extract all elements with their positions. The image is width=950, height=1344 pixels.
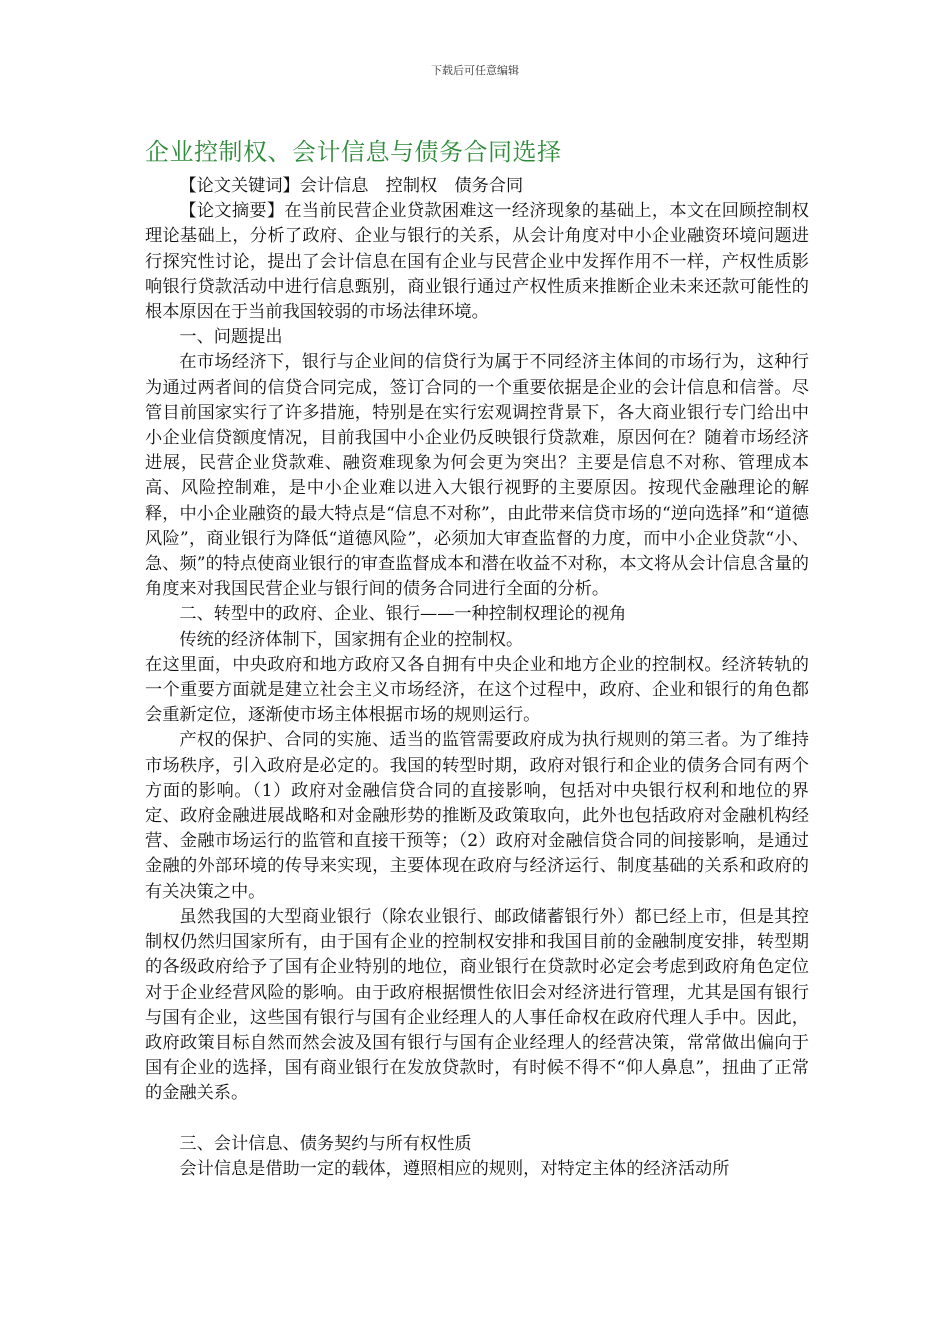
paragraph-spacer [145,1107,809,1132]
section-2-paragraph: 传统的经济体制下，国家拥有企业的控制权。 [179,629,524,650]
section-2-heading: 二、转型中的政府、企业、银行——一种控制权理论的视角 [179,604,627,625]
section-2-paragraph: 产权的保护、合同的实施、适当的监管需要政府成为执行规则的第三者。为了维持市场秩序，引入政府是必定的。我国的转型时期，政府对银行和企业的债务合同有两个方面的影响。（1）政府对金融信贷合同的直接影响，包括对中央银行权利和地位的界定、政府金融进展战略和对金融形势的推断及政策取向，此外也包括政府对金融机构经营、金融市场运行的监管和直接干预等；（2）政府对金融信贷合同的间接影响，是通过金融的外部环境的传导来实现，主要体现在政府与经济运行、制度基础的关系和政府的有关决策之中。 [145,730,809,902]
page-header-note: 下载后可任意编辑 [431,64,519,77]
document-title: 企业控制权、会计信息与债务合同选择 [145,138,562,166]
section-3-paragraph: 会计信息是借助一定的载体，遵照相应的规则，对特定主体的经济活动所 [179,1158,730,1179]
section-1-paragraph: 在市场经济下，银行与企业间的信贷行为属于不同经济主体间的市场行为，这种行为通过两者间的信贷合同完成，签订合同的一个重要依据是企业的会计信息和信誉。尽管目前国家实行了许多措施，特别是在实行宏观调控背景下，各大商业银行专门给出中小企业信贷额度情况，目前我国中小企业仍反映银行贷款难，原因何在？随着市场经济进展，民营企业贷款难、融资难现象为何会更为突出？主要是信息不对称、管理成本高、风险控制难，是中小企业难以进入大银行视野的主要原因。按现代金融理论的解释，中小企业融资的最大特点是“信息不对称”，由此带来信贷市场的“逆向选择”和“道德风险”，商业银行为降低“道德风险”，必须加大审查监督的力度，而中小企业贷款“小、急、频”的特点使商业银行的审查监督成本和潜在收益不对称，本文将从会计信息含量的角度来对我国民营企业与银行间的债务合同进行全面的分析。 [145,352,809,600]
section-2-paragraph: 虽然我国的大型商业银行（除农业银行、邮政储蓄银行外）都已经上市，但是其控制权仍然归国家所有，由于国有企业的控制权安排和我国目前的金融制度安排，转型期的各级政府给予了国有企业特别的地位，商业银行在贷款时必定会考虑到政府角色定位对于企业经营风险的影响。由于政府根据惯性依旧会对经济进行管理，尤其是国有银行与国有企业，这些国有银行与国有企业经理人的人事任命权在政府代理人手中。因此，政府政策目标自然而然会波及国有银行与国有企业经理人的经营决策，常常做出偏向于国有企业的选择，国有商业银行在发放贷款时，有时候不得不“仰人鼻息”，扭曲了正常的金融关系。 [145,906,809,1104]
keywords-line: 【论文关键词】会计信息 控制权 债务合同 [179,176,524,196]
abstract-paragraph: 【论文摘要】在当前民营企业贷款困难这一经济现象的基础上，本文在回顾控制权理论基础上，分析了政府、企业与银行的关系，从会计角度对中小企业融资环境问题进行探究性讨论，提出了会计信息在国有企业与民营企业中发挥作用不一样，产权性质影响银行贷款活动中进行信息甄别，商业银行通过产权性质来推断企业未来还款可能性的根本原因在于当前我国较弱的市场法律环境。 [145,201,809,323]
section-2-paragraph: 在这里面，中央政府和地方政府又各自拥有中央企业和地方企业的控制权。经济转轨的一个重要方面就是建立社会主义市场经济，在这个过程中，政府、企业和银行的角色都会重新定位，逐渐使市场主体根据市场的规则运行。 [145,654,809,726]
document-body [145,174,809,1182]
section-1-heading: 一、问题提出 [179,327,283,348]
section-3-heading: 三、会计信息、债务契约与所有权性质 [179,1133,472,1154]
